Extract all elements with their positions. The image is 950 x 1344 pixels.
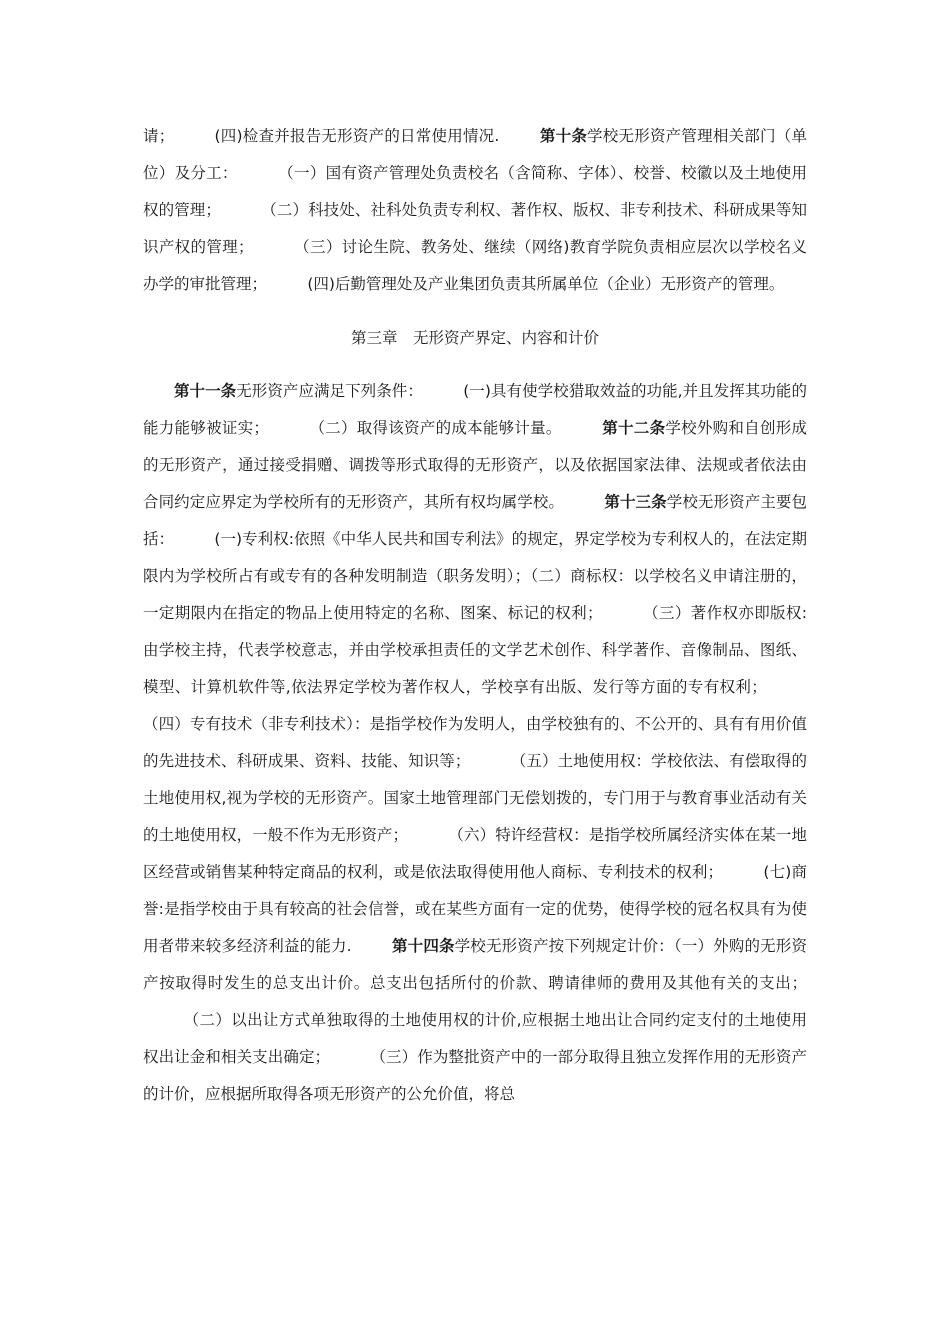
text-segment: （一）外购的无形资产按取得时发生的总支出计价。总支出包括所付的价款、聘请律师的费用及其他有关的支出； [143,937,807,992]
paragraph-dept-duties [143,118,807,303]
text-segment: （二）取得该资产的成本能够计量。 [309,419,562,437]
document-page [143,118,807,1113]
text-segment: （三）讨论生院、教务处、继续（网络)教育学院负责相应层次以学校名义办学的审批管理； [143,238,807,293]
text-segment: （三）作为整批资产中的一部分取得且独立发挥作用的无形资产的计价，应根据所取得各项无形资产的公允价值，将总 [143,1048,807,1103]
article-12-heading: 第十二条 [602,419,666,437]
text-segment: 请； [143,127,175,145]
text-segment: （一）国有资产管理处负责校名（含简称、字体）、校誉、校徽以及土地使用权的管理； [143,164,807,219]
article-14-heading: 第十四条 [391,937,455,955]
text-segment: (四)检查并报告无形资产的日常使用情况. [214,127,500,145]
text-segment: （四）专有技术（非专利技术）：是指学校作为发明人，由学校独有的、不公开的、具有有用价值的先进技术、科研成果、资料、技能、知识等； [143,715,807,770]
article-11-heading: 第十一条 [174,382,237,400]
text-segment: （三）著作权亦即版权:由学校主持，代表学校意志，并由学校承担责任的文学艺术创作、科学著作、音像制品、图纸、模型、计算机软件等,依法界定学校为著作权人，学校享有出版、发行等方面的专有权利； [143,604,807,696]
text-segment: (四)后勤管理处及产业集团负责其所属单位（企业）无形资产的管理。 [307,275,785,293]
text-segment: （二）以出让方式单独取得的土地使用权的计价,应根据土地出让合同约定支付的土地使用权出让金和相关支出确定； [143,1011,807,1066]
text-segment: (一)具有使学校猎取效益的功能,并且发挥其功能的能力能够被证实； [143,382,807,437]
text-segment: (一)专利权:依照《中华人民共和国专利法》的规定，界定学校为专利权人的，在法定期限内为学校所占有或专有的各种发明制造（职务发明）； [143,530,807,585]
paragraph-articles-11-14 [143,373,807,1113]
text-segment: （六）特许经营权：是指学校所属经济实体在某一地区经营或销售某种特定商品的权利，或是依法取得使用他人商标、专利技术的权利； [143,826,807,881]
text-segment: 学校无形资产主要包括： [143,493,807,548]
text-segment: （二）科技处、社科处负责专利权、著作权、版权、非专利技术、科研成果等知识产权的管理； [143,201,807,256]
text-segment: (七)商誉:是指学校由于具有较高的社会信誉，或在某些方面有一定的优势，使得学校的冠名权具有为使用者带来较多经济利益的能力. [143,863,807,955]
text-segment: 学校外购和自创形成的无形资产，通过接受捐赠、调拨等形式取得的无形资产，以及依据国家法律、法规或者依法由合同约定应界定为学校所有的无形资产，其所有权均属学校。 [143,419,807,511]
text-segment: （二）商标权：以学校名义申请注册的，一定期限内在指定的物品上使用特定的名称、图案、标记的权利； [143,567,807,622]
article-13-heading: 第十三条 [604,493,667,511]
text-segment: 无形资产应满足下列条件： [236,382,423,400]
text-segment: （五）土地使用权：学校依法、有偿取得的土地使用权,视为学校的无形资产。国家土地管理部门无偿划拨的，专门用于与教育事业活动有关的土地使用权，一般不作为无形资产； [143,752,807,844]
chapter-heading: 第三章 无形资产界定、内容和计价 [350,329,599,347]
text-segment: 学校无形资产管理相关部门（单位）及分工： [143,127,807,182]
text-segment: 学校无形资产按下列规定计价： [454,937,674,955]
article-10-heading: 第十条 [539,127,588,145]
